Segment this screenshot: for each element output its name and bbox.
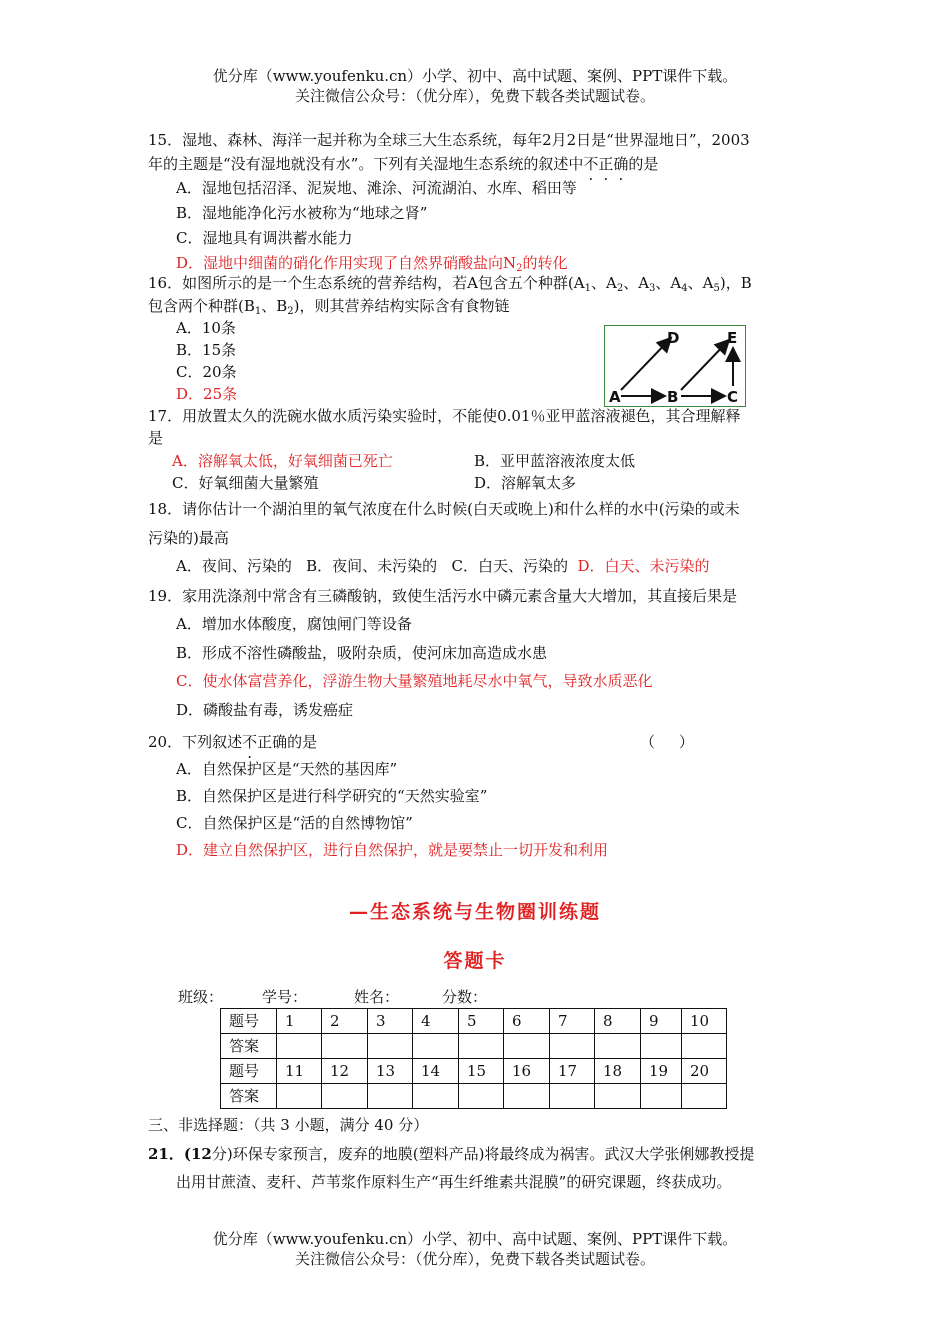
answer-cell[interactable] (277, 1084, 322, 1109)
question-number: 16 (504, 1059, 550, 1084)
q20-option-d: D．建立自然保护区，进行自然保护，就是要禁止一切开发和利用 (176, 841, 609, 859)
question-number: 7 (550, 1009, 595, 1034)
q18-option-d: D．白天、未污染的 (577, 557, 710, 575)
row-label-number: 题号 (221, 1059, 277, 1084)
q18-options (176, 556, 710, 576)
question-number: 12 (322, 1059, 368, 1084)
question-number: 10 (682, 1009, 727, 1034)
food-web-diagram (604, 325, 746, 407)
answer-cell[interactable] (322, 1084, 368, 1109)
info-class: 班级： (178, 988, 224, 1006)
q15-stem-tail: 的是 (628, 155, 659, 173)
info-score: 分数： (442, 988, 488, 1006)
answer-cell[interactable] (595, 1034, 641, 1059)
q16-stem-line-1: 16．如图所示的是一个生态系统的营养结构，若A包含五个种群($A_1$、$A_2$、$A_3$、$A_4$、$A_5$)，B (148, 274, 752, 294)
answer-cell[interactable] (368, 1084, 413, 1109)
answer-cell[interactable] (459, 1084, 504, 1109)
answer-cell[interactable] (368, 1034, 413, 1059)
q20-answer-bracket: （ ） (640, 733, 694, 751)
q21-line-2: 出用甘蔗渣、麦秆、芦苇浆作原料生产“再生纤维素共混膜”的研究课题，终获成功。 (176, 1173, 732, 1191)
answer-cell[interactable] (413, 1084, 459, 1109)
q15-stem-line-1: 15．湿地、森林、海洋一起并称为全球三大生态系统，每年2月2日是“世界湿地日”，2003 (148, 131, 750, 149)
q20-option-b: B．自然保护区是进行科学研究的“天然实验室” (176, 787, 488, 805)
node-b-label: B (667, 388, 679, 406)
answer-cell[interactable] (641, 1034, 682, 1059)
q15-stem-line-2 (148, 154, 658, 174)
q18-stem-line-2: 污染的)最高 (148, 529, 229, 547)
footer-line-1: 优分库（www.youfenku.cn）小学、初中、高中试题、案例、PPT课件下载。 (212, 1230, 738, 1248)
row-label-answer: 答案 (221, 1034, 277, 1059)
answer-card-table (220, 1008, 727, 1109)
question-number: 9 (641, 1009, 682, 1034)
q19-stem: 19．家用洗涤剂中常含有三磷酸钠，致使生活污水中磷元素含量大大增加，其直接后果是 (148, 587, 738, 605)
q19-option-b: B．形成不溶性磷酸盐，吸附杂质，使河床加高造成水患 (176, 644, 548, 662)
table-row (221, 1059, 727, 1084)
table-row (221, 1034, 727, 1059)
q17-option-b: B．亚甲蓝溶液浓度太低 (474, 452, 636, 470)
question-number: 5 (459, 1009, 504, 1034)
answer-cell[interactable] (277, 1034, 322, 1059)
q16-option-d: D．25条 (176, 385, 238, 403)
arrow-b-e (681, 340, 729, 390)
node-c-label: C (727, 388, 739, 406)
header-line-1: 优分库（www.youfenku.cn）小学、初中、高中试题、案例、PPT课件下载。 (212, 67, 738, 85)
question-number: 19 (641, 1059, 682, 1084)
food-web-svg (605, 326, 745, 406)
question-number: 14 (413, 1059, 459, 1084)
part3-heading: 三、非选择题：（共 3 小题，满分 40 分） (148, 1116, 429, 1134)
footer-line-2: 关注微信公众号：（优分库），免费下载各类试题试卷。 (294, 1250, 655, 1268)
question-number: 20 (682, 1059, 727, 1084)
q19-option-c: C．使水体富营养化，浮游生物大量繁殖地耗尽水中氧气，导致水质恶化 (176, 672, 653, 690)
section-title: —生态系统与生物圈训练题 (348, 901, 601, 923)
q20-option-c: C．自然保护区是“活的自然博物馆” (176, 814, 413, 832)
answer-cell[interactable] (682, 1034, 727, 1059)
q21-line-1: 21．(12分)环保专家预言，废弃的地膜(塑料产品)将最终成为祸害。武汉大学张俐娜教授提 (148, 1145, 755, 1163)
q17-option-d: D．溶解氧太多 (474, 474, 577, 492)
q20-stem: 20．下列叙述不正确的是 (148, 733, 318, 751)
info-name: 姓名： (354, 988, 400, 1006)
q16-option-b: B．15条 (176, 341, 237, 359)
q17-stem-line-2: 是 (148, 429, 164, 447)
q16-option-a: A．10条 (176, 319, 236, 337)
q17-stem-line-1: 17．用放置太久的洗碗水做水质污染实验时，不能使0.01％亚甲蓝溶液褪色，其合理解释 (148, 407, 741, 425)
question-number: 8 (595, 1009, 641, 1034)
q15-option-c: C．湿地具有调洪蓄水能力 (176, 229, 353, 247)
q19-option-d: D．磷酸盐有毒，诱发癌症 (176, 701, 354, 719)
question-number: 13 (368, 1059, 413, 1084)
row-label-number: 题号 (221, 1009, 277, 1034)
answer-cell[interactable] (459, 1034, 504, 1059)
table-row (221, 1009, 727, 1034)
header-line-2: 关注微信公众号：（优分库），免费下载各类试题试卷。 (294, 87, 655, 105)
q15-emphasis-char: 正 (598, 155, 614, 173)
answer-cell[interactable] (595, 1084, 641, 1109)
q19-option-a: A．增加水体酸度，腐蚀闸门等设备 (176, 615, 412, 633)
q15-emphasis-char: 确 (613, 155, 629, 173)
q15-option-a: A．湿地包括沼泽、泥炭地、滩涂、河流湖泊、水库、稻田等 (176, 179, 577, 197)
answer-cell[interactable] (504, 1084, 550, 1109)
question-number: 15 (459, 1059, 504, 1084)
table-row (221, 1084, 727, 1109)
arrow-a-d (621, 338, 671, 390)
question-number: 2 (322, 1009, 368, 1034)
q20-option-a: A．自然保护区是“天然的基因库” (176, 760, 398, 778)
question-number: 1 (277, 1009, 322, 1034)
node-a-label: A (609, 388, 621, 406)
answer-cell[interactable] (322, 1034, 368, 1059)
question-number: 11 (277, 1059, 322, 1084)
q17-option-c: C．好氧细菌大量繁殖 (172, 474, 319, 492)
node-d-label: D (667, 329, 680, 347)
question-number: 17 (550, 1059, 595, 1084)
question-number: 3 (368, 1009, 413, 1034)
q18-options-abc: A．夜间、污染的 B．夜间、未污染的 C．白天、污染的 (176, 557, 568, 575)
answer-cell[interactable] (413, 1034, 459, 1059)
answer-cell[interactable] (641, 1084, 682, 1109)
q15-emphasis-char: 不 (583, 155, 599, 173)
answer-cell[interactable] (682, 1084, 727, 1109)
answer-card-title: 答题卡 (443, 950, 507, 972)
q16-stem-line-2: 包含两个种群($B_1$、$B_2$)，则其营养结构实际含有食物链 (148, 297, 510, 317)
q17-option-a: A．溶解氧太低，好氧细菌已死亡 (172, 452, 393, 470)
question-number: 18 (595, 1059, 641, 1084)
node-e-label: E (727, 329, 738, 347)
q15-option-d: D．湿地中细菌的硝化作用实现了自然界硝酸盐向$N_2$的转化 (176, 254, 568, 274)
answer-cell[interactable] (550, 1034, 595, 1059)
q20-emphasis-char: 不 (242, 733, 258, 751)
answer-cell[interactable] (504, 1034, 550, 1059)
question-number: 6 (504, 1009, 550, 1034)
q15-option-b: B．湿地能净化污水被称为“地球之肾” (176, 204, 428, 222)
q16-option-c: C．20条 (176, 363, 237, 381)
q15-stem-text: 年的主题是“没有湿地就没有水”。下列有关湿地生态系统的叙述中 (148, 155, 584, 173)
q18-stem-line-1: 18．请你估计一个湖泊里的氧气浓度在什么时候(白天或晚上)和什么样的水中(污染的或未 (148, 500, 740, 518)
info-student-id: 学号： (262, 988, 308, 1006)
question-number: 4 (413, 1009, 459, 1034)
row-label-answer: 答案 (221, 1084, 277, 1109)
answer-cell[interactable] (550, 1084, 595, 1109)
